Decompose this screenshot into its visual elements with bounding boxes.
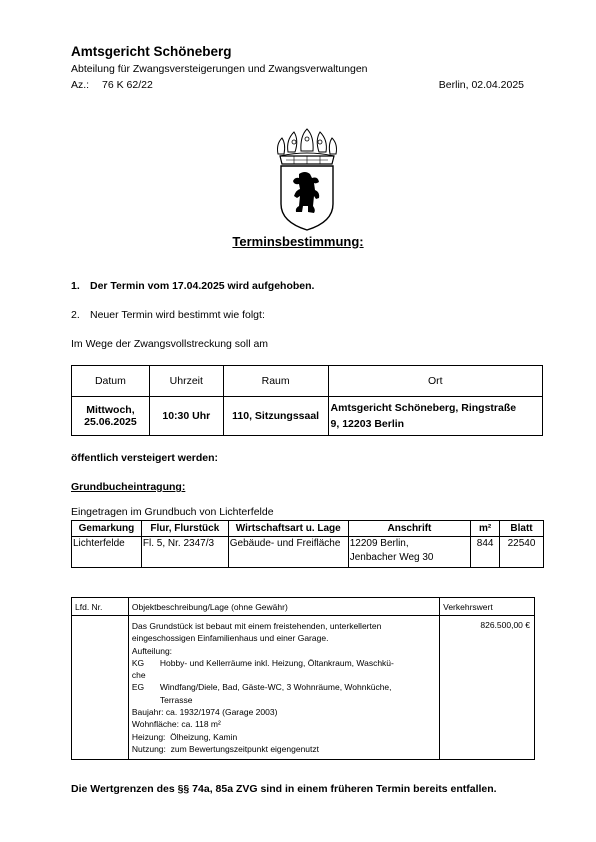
grundbuch-table	[71, 520, 544, 568]
grundbuch-title: Grundbucheintragung:	[71, 481, 186, 493]
column-header-verkehrswert: Verkehrswert	[440, 598, 535, 616]
desc-eg-label: EG	[131, 682, 145, 693]
case-number: 76 K 62/22	[102, 79, 153, 91]
desc-kg-label: KG	[131, 657, 145, 668]
anschrift-line2: Jenbacher Weg 30	[349, 552, 434, 563]
item-1-text: Der Termin vom 17.04.2025 wird aufgehoben.	[90, 280, 315, 292]
column-header-gemarkung: Gemarkung	[72, 521, 142, 537]
item-2-number: 2.	[71, 309, 80, 321]
termin-raum: 110, Sitzungssaal	[223, 397, 328, 436]
department-name: Abteilung für Zwangsversteigerungen und Zwangsverwaltungen	[71, 63, 368, 75]
desc-nutzung-value: zum Bewertungszeitpunkt eigengenutzt	[170, 743, 319, 754]
column-header-objektbeschreibung: Objektbeschreibung/Lage (ohne Gewähr)	[128, 598, 439, 616]
termin-ort-line2: 9, 12203 Berlin	[330, 418, 405, 430]
objekt-verkehrswert: 826.500,00 €	[440, 616, 535, 760]
column-header-uhrzeit: Uhrzeit	[149, 366, 223, 397]
desc-kg	[132, 657, 437, 669]
wertgrenzen-note: Die Wertgrenzen des §§ 74a, 85a ZVG sind in einem früheren Termin bereits entfallen.	[71, 783, 497, 795]
column-header-wirtschaftsart: Wirtschaftsart u. Lage	[228, 521, 348, 537]
desc-baujahr: Baujahr: ca. 1932/1974 (Garage 2003)	[131, 707, 278, 718]
table-row	[72, 397, 543, 436]
termin-table-header	[72, 366, 543, 397]
column-header-flur: Flur, Flurstück	[141, 521, 228, 537]
desc-heizung-value: Ölheizung, Kamin	[170, 731, 238, 742]
objekt-lfd-nr	[72, 616, 129, 760]
berlin-coat-of-arms-icon	[272, 126, 342, 232]
table-row	[72, 616, 535, 760]
column-header-ort: Ort	[328, 366, 542, 397]
desc-heizung	[132, 731, 437, 743]
intro-text: Im Wege der Zwangsvollstreckung soll am	[71, 338, 269, 350]
termin-datum	[72, 397, 150, 436]
desc-nutzung	[132, 743, 437, 755]
objekt-description	[128, 616, 439, 760]
case-number-label: Az.:	[71, 79, 90, 91]
grundbuch-wirtschaftsart: Gebäude- und Freifläche	[228, 537, 348, 568]
item-1-number: 1.	[71, 280, 80, 292]
desc-line2: eingeschossigen Einfamilienhaus und einer Garage.	[131, 633, 329, 644]
termin-date: 25.06.2025	[84, 416, 137, 428]
termin-ort-line1: Amtsgericht Schöneberg, Ringstraße	[330, 402, 517, 414]
desc-nutzung-label: Nutzung:	[131, 743, 166, 754]
column-header-blatt: Blatt	[500, 521, 544, 537]
desc-eg-text: Windfang/Diele, Bad, Gäste-WC, 3 Wohnräume, Wohnküche,	[159, 682, 392, 693]
grundbuch-table-header	[72, 521, 544, 537]
desc-kg-text: Hobby- und Kellerräume inkl. Heizung, Öltankraum, Waschkü-	[159, 657, 394, 668]
document-title: Terminsbestimmung:	[232, 234, 364, 249]
column-header-anschrift: Anschrift	[348, 521, 470, 537]
court-name: Amtsgericht Schöneberg	[71, 44, 232, 59]
termin-ort	[328, 397, 542, 436]
desc-aufteilung: Aufteilung:	[131, 645, 173, 656]
grundbuch-anschrift	[348, 537, 470, 568]
objekt-table	[71, 597, 535, 760]
desc-eg-text-cont: Terrasse	[159, 694, 193, 705]
item-2	[71, 309, 265, 321]
objekt-table-header	[72, 598, 535, 616]
grundbuch-m2: 844	[471, 537, 500, 568]
desc-eg-cont	[132, 694, 437, 706]
anschrift-line1: 12209 Berlin,	[349, 538, 409, 549]
desc-wohnflaeche: Wohnfläche: ca. 118 m²	[131, 719, 221, 730]
column-header-lfd-nr: Lfd. Nr.	[72, 598, 129, 616]
column-header-datum: Datum	[72, 366, 150, 397]
termin-weekday: Mittwoch,	[86, 404, 135, 416]
grundbuch-intro: Eingetragen im Grundbuch von Lichterfelde	[71, 506, 274, 518]
desc-line1: Das Grundstück ist bebaut mit einem freistehenden, unterkellerten	[131, 621, 382, 631]
item-2-text: Neuer Termin wird bestimmt wie folgt:	[90, 309, 265, 321]
desc-heizung-label: Heizung:	[131, 731, 166, 742]
table-row	[72, 537, 544, 568]
desc-eg	[132, 681, 437, 693]
grundbuch-flur: Fl. 5, Nr. 2347/3	[141, 537, 228, 568]
termin-uhrzeit: 10:30 Uhr	[149, 397, 223, 436]
grundbuch-blatt: 22540	[500, 537, 544, 568]
sold-text: öffentlich versteigert werden:	[71, 452, 219, 464]
column-header-m2: m²	[471, 521, 500, 537]
desc-kg-cont: che	[131, 670, 146, 681]
column-header-raum: Raum	[223, 366, 328, 397]
place-date: Berlin, 02.04.2025	[438, 79, 524, 91]
termin-table	[71, 365, 543, 436]
grundbuch-gemarkung: Lichterfelde	[72, 537, 142, 568]
item-1	[71, 280, 314, 292]
